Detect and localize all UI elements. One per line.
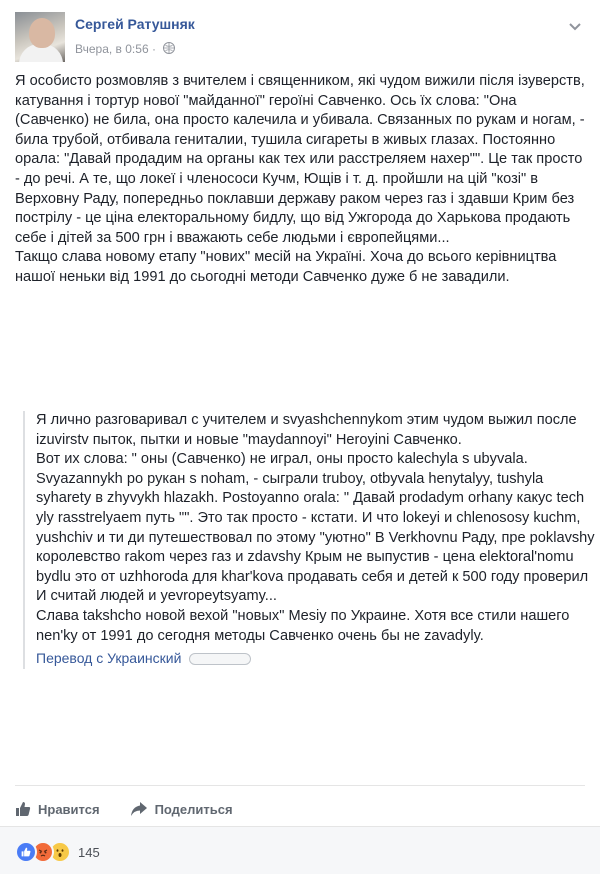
globe-icon xyxy=(163,42,175,54)
share-label: Поделиться xyxy=(154,801,233,817)
reactions-summary[interactable] xyxy=(15,841,100,863)
chevron-down-icon[interactable] xyxy=(565,16,585,36)
post-body xyxy=(15,72,587,288)
translation-rating[interactable] xyxy=(189,653,251,665)
translation-paragraph: Слава takshcho новой вехой "новых" Mesiy по Украине. Хотя все стили нашего nen'ky от 1991 до сегодня методы Савченко очень бы не zavadyly. xyxy=(36,607,570,644)
translation-block xyxy=(23,411,596,669)
translation-paragraph: Вот их слова: " оны (Савченко) не играл, оны просто kalechyla s ubyvala. Svyazannykh ро рукан s noham, - сыграли truboy, otbyvala henytalyy, tushyla syharety в zhyvykh hlazakh. Postoyanno orala: " Давай prodadym orhany какус tech yly rasstrelyaem путь "". Это так просто - кстати. И что lokeyi и chlenososy kuchm, yushchiv и ти ди путешествовал по этому "уютно" В Verkhovnu Раду, пре poklavshy королевство rakom через газ и zdavshy Крым не выпустив - цена elektoral'nomu bydlu это от uzhhoroda для khar'kova продавать себя и детей к 500 году проверил И считай людей и yevropeytsyamy... xyxy=(36,451,595,605)
divider xyxy=(15,785,585,786)
like-button[interactable] xyxy=(15,801,100,817)
translation-paragraph: Я лично разговаривал с учителем и svyashchennykom этим чудом выжил после izuvirstv пыток, пытки и новые "maydannoyi" Heroyini Савченко. xyxy=(36,412,577,448)
translation-link[interactable]: Перевод с Украинский xyxy=(36,650,182,667)
translation-footer xyxy=(36,649,596,669)
post-meta xyxy=(75,42,175,56)
post-paragraph: Я особисто розмовляв з вчителем і священником, які чудом вижили після ізуверств, катування і тортур нової "майданної" героїні Савченко. Ось їх слова: "Она (Савченко) не била, она просто калечила и убивала. Связанных по рукам и ногам, - била трубой, отбивала гениталии, тушила сигареты в живых глазах. Постоянно орала: "Давай продадим на органы как тех или расстреляем нахер"". Це так просто - до речі. А те, що локеї і членососи Кучм, Ющів і т. д. пройшли на цій "козі" в Верховну Раду, попередньо поклавши державу раком через газ і здавши Крим без пострілу - це ціна електоральному бидлу, що від Ужгорода до Харькова продають себе і дітей за 500 грн і вважають себе людьми і європейцями... xyxy=(15,73,585,246)
like-label: Нравится xyxy=(38,801,100,817)
reaction-count[interactable]: 145 xyxy=(78,844,100,860)
thumbs-up-icon xyxy=(15,801,31,817)
avatar-face xyxy=(29,18,55,48)
action-bar xyxy=(15,796,263,822)
post-paragraph: Такщо слава новому етапу "нових" месій на Україні. Хоча до всього керівництва нашої неньки від 1991 до сьогодні методи Савченко дуже б не завадили. xyxy=(15,249,557,285)
post-header xyxy=(15,12,585,62)
post-time[interactable]: Вчера, в 0:56 · xyxy=(75,42,156,56)
like-icon xyxy=(15,841,37,863)
author-name[interactable]: Сергей Ратушняк xyxy=(75,16,195,32)
avatar[interactable] xyxy=(15,12,65,62)
share-icon xyxy=(130,801,148,817)
reactions-bar xyxy=(0,826,600,874)
share-button[interactable] xyxy=(130,801,233,817)
